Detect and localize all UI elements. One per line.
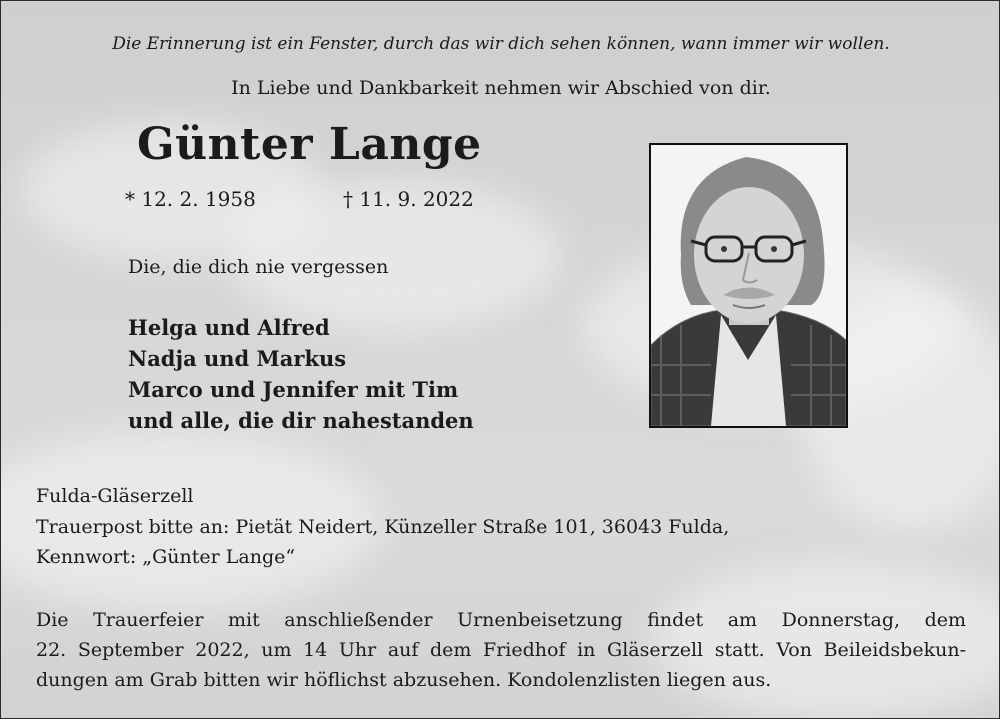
death-date: † 11. 9. 2022 xyxy=(343,187,474,211)
deceased-name: Günter Lange xyxy=(137,119,482,170)
birth-date: * 12. 2. 1958 xyxy=(125,187,256,211)
condolence-keyword: Kennwort: „Günter Lange“ xyxy=(36,546,296,568)
farewell-intro: In Liebe und Dankbarkeit nehmen wir Abschied von dir. xyxy=(231,77,771,99)
portrait-photo xyxy=(649,143,848,428)
mourner-entry: und alle, die dir nahestanden xyxy=(128,408,474,433)
mourners-intro: Die, die dich nie vergessen xyxy=(128,256,389,278)
funeral-service-info xyxy=(36,605,966,695)
service-text-line: dungen am Grab bitten wir höflichst abzusehen. Kondolenzlisten liegen aus. xyxy=(36,669,772,691)
service-text-line: Die Trauerfeier mit anschließender Urnenbeisetzung findet am Donnerstag, dem xyxy=(36,609,966,631)
mourner-entry: Nadja und Markus xyxy=(128,346,347,371)
condolence-address: Trauerpost bitte an: Pietät Neidert, Künzeller Straße 101, 36043 Fulda, xyxy=(36,516,730,538)
mourner-entry: Helga und Alfred xyxy=(128,315,330,340)
portrait-illustration xyxy=(651,145,846,426)
residence-place: Fulda-Gläserzell xyxy=(36,485,194,507)
mourners-list xyxy=(128,312,474,436)
mourner-entry: Marco und Jennifer mit Tim xyxy=(128,377,459,402)
motto-quote: Die Erinnerung ist ein Fenster, durch das wir dich sehen können, wann immer wir wollen. xyxy=(112,34,890,54)
service-text-line: 22. September 2022, um 14 Uhr auf dem Friedhof in Gläserzell statt. Von Beileidsbekun- xyxy=(36,639,966,661)
